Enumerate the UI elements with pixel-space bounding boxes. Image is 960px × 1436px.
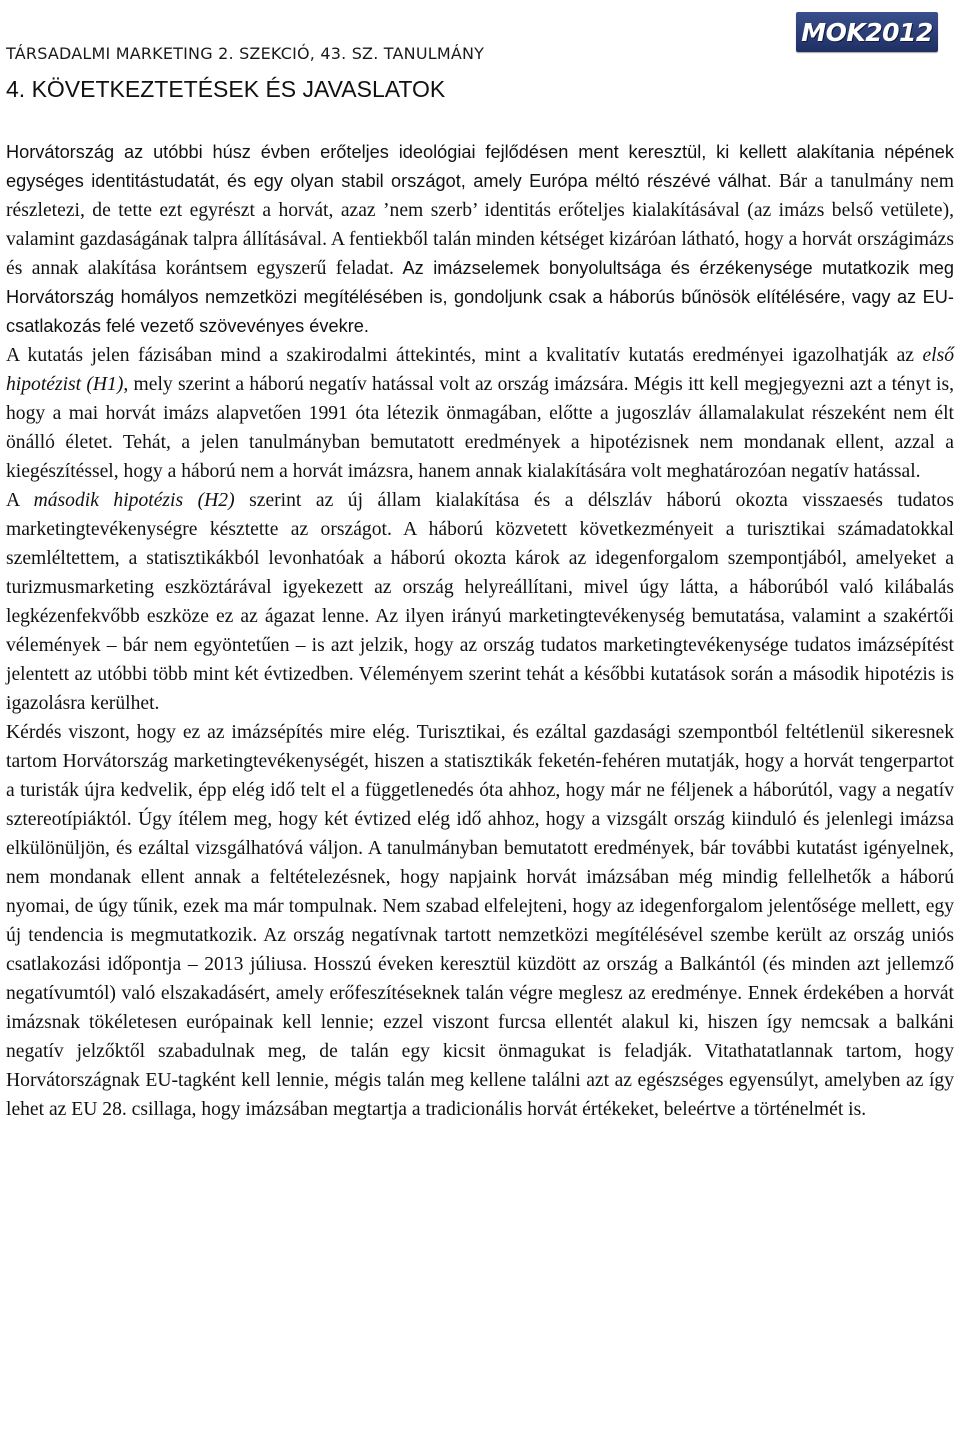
section-heading: 4. KÖVETKEZTETÉSEK ÉS JAVASLATOK bbox=[6, 76, 446, 102]
paragraph-1-sans-segment: Horvátország az utóbbi húsz évben erőteljes ideológiai fejlődésen ment keresztül, ki kellett alakítania népének egységes identitástudatát, és egy olyan stabil országot, amely Európa méltó részévé válhat. bbox=[6, 142, 954, 191]
hypothesis-2-emphasis: második hipotézis (H2) bbox=[33, 490, 235, 511]
body-text bbox=[6, 138, 954, 1124]
paragraph-3-end: szerint az új állam kialakítása és a délszláv háború okozta visszaesés tudatos marketingtevékenységre késztette az országot. A háború közvetett következményeit a turisztikai számadatokkal szemléltettem, a statisztikákból levonhatóak a háború okozta károk az idegenforgalom szempontjából, amelyeket a turizmusmarketing eszköztárával igyekezett az ország helyreállítani, mivel úgy látta, a háborúból való kilábalás legkézenfekvőbb eszköze ez az ágazat lenne. Az ilyen irányú marketingtevékenység bemutatása, valamint a szakértői vélemények – bár nem egyöntetűen – is azt jelzik, hogy az ország tudatos marketingtevékenysége tudatos imázsépítést jelentett az utóbbi több mint két évtizedben. Véleményem szerint tehát a későbbi kutatások során a második hipotézis is igazolásra kerülhet. bbox=[6, 490, 954, 714]
paragraph-2 bbox=[6, 341, 954, 486]
paragraph-1 bbox=[6, 138, 954, 341]
mok2012-logo bbox=[796, 12, 938, 52]
hypothesis-1-emphasis: első hipotézist (H1) bbox=[6, 345, 954, 395]
paragraph-2-start: A kutatás jelen fázisában mind a szakirodalmi áttekintés, mint a kvalitatív kutatás eredményei igazolhatják az bbox=[6, 345, 923, 366]
paragraph-2-end: , mely szerint a háború negatív hatással volt az ország imázsára. Mégis itt kell megjegyezni azt a tényt is, hogy a mai horvát imázs alapvetően 1991 óta létezik önmagában, előtte a jugoszláv államalakulat részeként nem élt önálló életet. Tehát, a jelen tanulmányban bemutatott eredmények a hipotézisnek nem mondanak ellent, azzal a kiegészítéssel, hogy a háború nem a horvát imázsra, hanem annak kialakítására volt meghatározóan negatív hatással. bbox=[6, 374, 954, 482]
running-header: TÁRSADALMI MARKETING 2. SZEKCIÓ, 43. SZ. TANULMÁNY bbox=[6, 44, 485, 63]
logo-text: MOK2012 bbox=[801, 17, 933, 47]
paragraph-1-serif-segment: Bár a tanulmány nem részletezi, de tette ezt egyrészt a horvát, azaz ’nem szerb’ identitás erőteljes kialakításával (az imázs belső vetülete), valamint gazdaságának talpra állításával. A fentiekből talán minden kétséget kizáróan látható, hogy a horvát országimázs és annak alakítása korántsem egyszerű feladat. bbox=[6, 171, 954, 279]
paragraph-1-sans-segment-2: Az imázselemek bonyolultsága és érzékenysége mutatkozik meg Horvátország homályos nemzetközi megítélésében is, gondoljunk csak a háborús bűnösök elítélésére, vagy az EU-csatlakozás felé vezető szövevényes évekre. bbox=[6, 258, 954, 336]
paragraph-4: Kérdés viszont, hogy ez az imázsépítés mire elég. Turisztikai, és ezáltal gazdasági szempontból feltétlenül sikeresnek tartom Horvátország marketingtevékenységét, hiszen a statisztikák feketén-fehéren mutatják, hogy a horvát tengerpartot a turisták újra kedvelik, épp elég idő telt el a függetlenedés óta ahhoz, hogy már ne féljenek a háborútól, vagy a negatív sztereotípiáktól. Úgy ítélem meg, hogy két évtized elég idő ahhoz, hogy a vizsgált ország kiinduló és jelenlegi imázsa elkülönüljön, és ezáltal vizsgálhatóvá váljon. A tanulmányban bemutatott eredmények, bár további kutatást igényelnek, nem mondanak ellent annak a feltételezésnek, hogy napjaink horvát imázsában még mindig fellelhetők a háború nyomai, de úgy tűnik, ezek ma már tompulnak. Nem szabad elfelejteni, hogy az idegenforgalom jelentősége mellett, egy új tendencia is megmutatkozik. Az ország negatívnak tartott nemzetközi megítélésével szembe került az ország uniós csatlakozási időpontja – 2013 júliusa. Hosszú éveken keresztül küzdött az ország a Balkántól (és minden azt jellemző negatívumtól) való elszakadásért, amely erőfeszítéseknek talán végre meglesz az eredménye. Ennek érdekében a horvát imázsnak tökéletesen európainak kell lennie; ezzel viszont furcsa ellentét alakul ki, hiszen így nemcsak a balkáni negatív jelzőktől szabadulnak meg, de talán egy kicsit önmagukat is feladják. Vitathatatlannak tartom, hogy Horvátországnak EU-tagként kell lennie, mégis talán meg kellene találni azt az egészséges egyensúlyt, amelyben az így lehet az EU 28. csillaga, hogy imázsában megtartja a tradicionális horvát értékeket, beleértve a történelmét is. bbox=[6, 722, 954, 1120]
paragraph-3-start: A bbox=[6, 490, 34, 511]
paragraph-3 bbox=[6, 486, 954, 718]
